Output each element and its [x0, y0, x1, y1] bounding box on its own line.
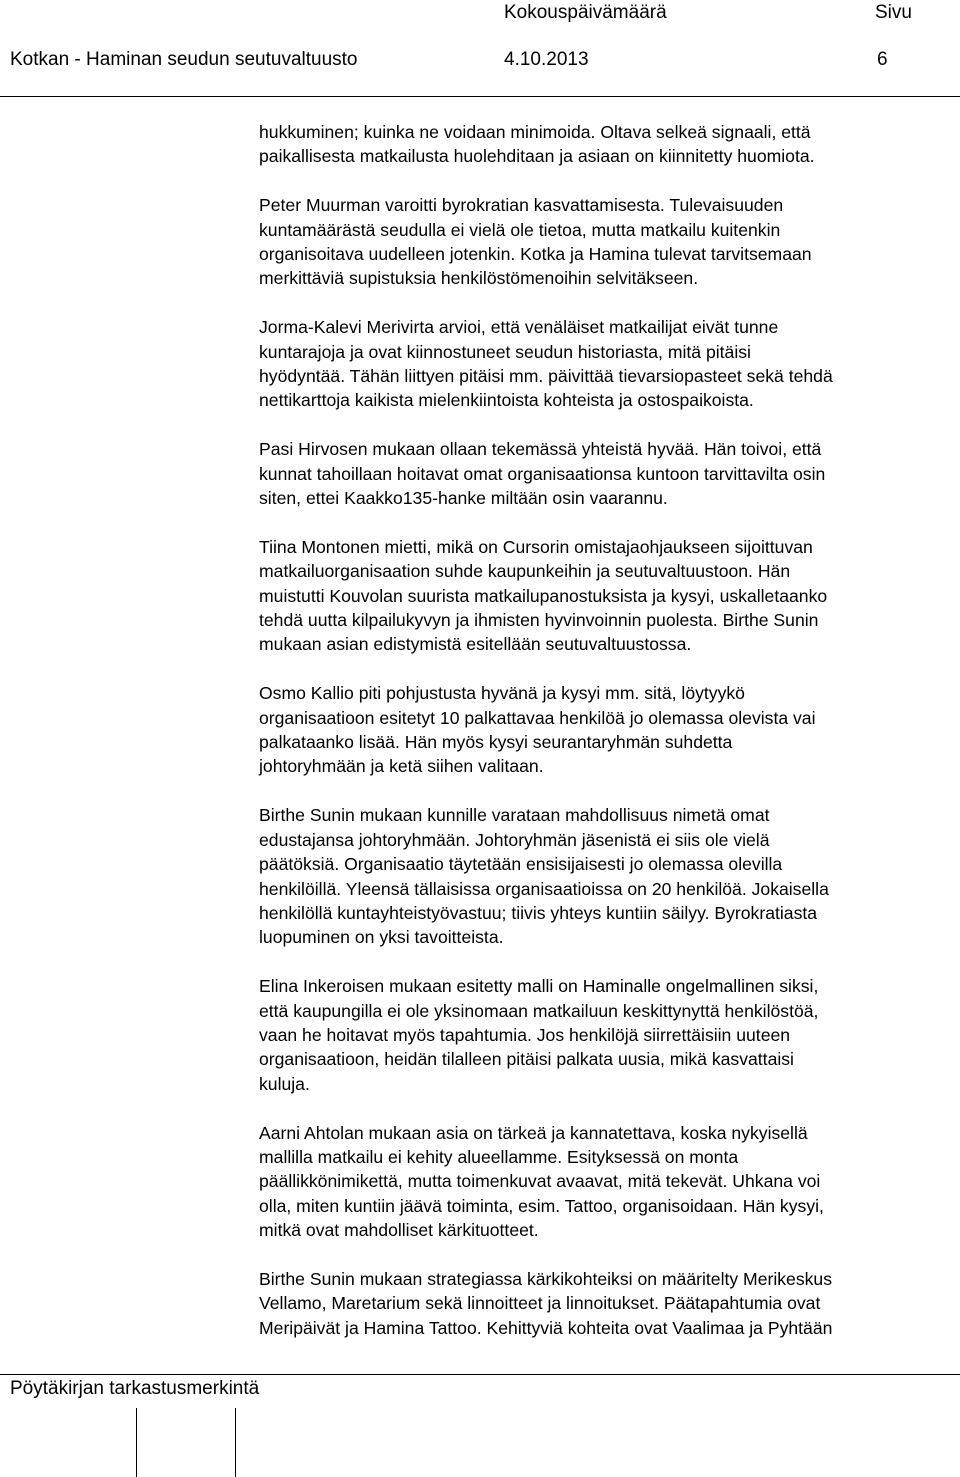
paragraph: Birthe Sunin mukaan kunnille varataan mahdollisuus nimetä omat edustajansa johtoryhmään. Johtoryhmän jäsenistä ei siis ole vielä päätöksiä. Organisaatio täytetään ensisijaisesti jo olemassa olevilla henkilöillä. Yleensä tällaisissa organisaatioissa on 20 henkilöä. Jokaisella henkilöllä kuntayhteistyövastuu; tiivis yhteys kuntiin säilyy. Byrokratiasta luopuminen on yksi tavoitteista. [259, 805, 829, 948]
paragraph: hukkuminen; kuinka ne voidaan minimoida. Oltava selkeä signaali, että paikallisesta matkailusta huolehditaan ja asiaan on kiinnitetty huomiota. [259, 122, 815, 167]
header-organization: Kotkan - Haminan seudun seutuvaltuusto [10, 49, 358, 70]
signature-box-divider [235, 1408, 236, 1477]
header-divider [0, 96, 960, 97]
paragraph: Birthe Sunin mukaan strategiassa kärkikohteiksi on määritelty Merikeskus Vellamo, Maretarium sekä linnoitteet ja linnoitukset. Päätapahtumia ovat Meripäivät ja Hamina Tattoo. Kehittyviä kohteita ovat Vaalimaa ja Pyhtään [259, 1268, 833, 1338]
paragraph: Peter Muurman varoitti byrokratian kasvattamisesta. Tulevaisuuden kuntamäärästä seudulla ei vielä ole tietoa, mutta matkailu kuitenkin organisoitava uudelleen jotenkin. Kotka ja Hamina tulevat tarvitsemaan merkittäviä supistuksia henkilöstömenoihin selvitäkseen. [259, 195, 812, 289]
paragraph: Tiina Montonen mietti, mikä on Cursorin omistajaohjaukseen sijoittuvan matkailuorganisaation suhde kaupunkeihin ja seutuvaltuustoon. Hän muistutti Kouvolan suurista matkailupanostuksista ja kysyi, uskalletaanko tehdä uutta kilpailukyvyn ja ihmisten hyvinvoinnin puolesta. Birthe Sunin mukaan asian edistymistä esitellään seutuvaltuustossa. [259, 536, 828, 655]
header-date-label: Kokouspäivämäärä [504, 2, 667, 23]
signature-box-divider [136, 1408, 137, 1477]
paragraph: Pasi Hirvosen mukaan ollaan tekemässä yhteistä hyvää. Hän toivoi, että kunnat tahoillaan hoitavat omat organisaationsa kuntoon tarvittavilta osin siten, ettei Kaakko135-hanke miltään osin vaarannu. [259, 439, 826, 509]
header-date: 4.10.2013 [504, 49, 589, 70]
header-page-number: 6 [877, 49, 888, 70]
paragraph: Jorma-Kalevi Merivirta arvioi, että venäläiset matkailijat eivät tunne kuntarajoja ja ovat kiinnostuneet seudun historiasta, mitä pitäisi hyödyntää. Tähän liittyen pitäisi mm. päivittää tievarsiopasteet sekä tehdä nettikarttoja kaikista mielenkiintoista kohteista ja ostospaikoista. [259, 317, 833, 411]
header-page-label: Sivu [875, 2, 912, 23]
paragraph: Osmo Kallio piti pohjustusta hyvänä ja kysyi mm. sitä, löytyykö organisaatioon esitetyt 10 palkattavaa henkilöä jo olemassa olevista vai palkataanko lisää. Hän myös kysyi seurantaryhmän suhdetta johtoryhmään ja ketä siihen valitaan. [259, 683, 816, 777]
paragraph: Elina Inkeroisen mukaan esitetty malli on Haminalle ongelmallinen siksi, että kaupungilla ei ole yksinomaan matkailuun keskittynyttä henkilöstöä, vaan he hoitavat myös tapahtumia. Jos henkilöjä siirrettäisiin uuteen organisaatioon, heidän tilalleen pitäisi palkata uusia, mikä kasvattaisi kuluja. [259, 976, 819, 1094]
footer-label: Pöytäkirjan tarkastusmerkintä [10, 1378, 260, 1399]
minutes-body [259, 120, 959, 1365]
paragraph: Aarni Ahtolan mukaan asia on tärkeä ja kannatettava, koska nykyisellä mallilla matkailu ei kehity alueellamme. Esityksessä on monta päällikkönimikettä, mutta toimenkuvat avaavat, mitä tekevät. Uhkana voi olla, miten kuntiin jäävä toiminta, esim. Tattoo, organisoidaan. Hän kysyi, mitkä ovat mahdolliset kärkituotteet. [259, 1122, 824, 1241]
footer-divider [0, 1374, 960, 1375]
